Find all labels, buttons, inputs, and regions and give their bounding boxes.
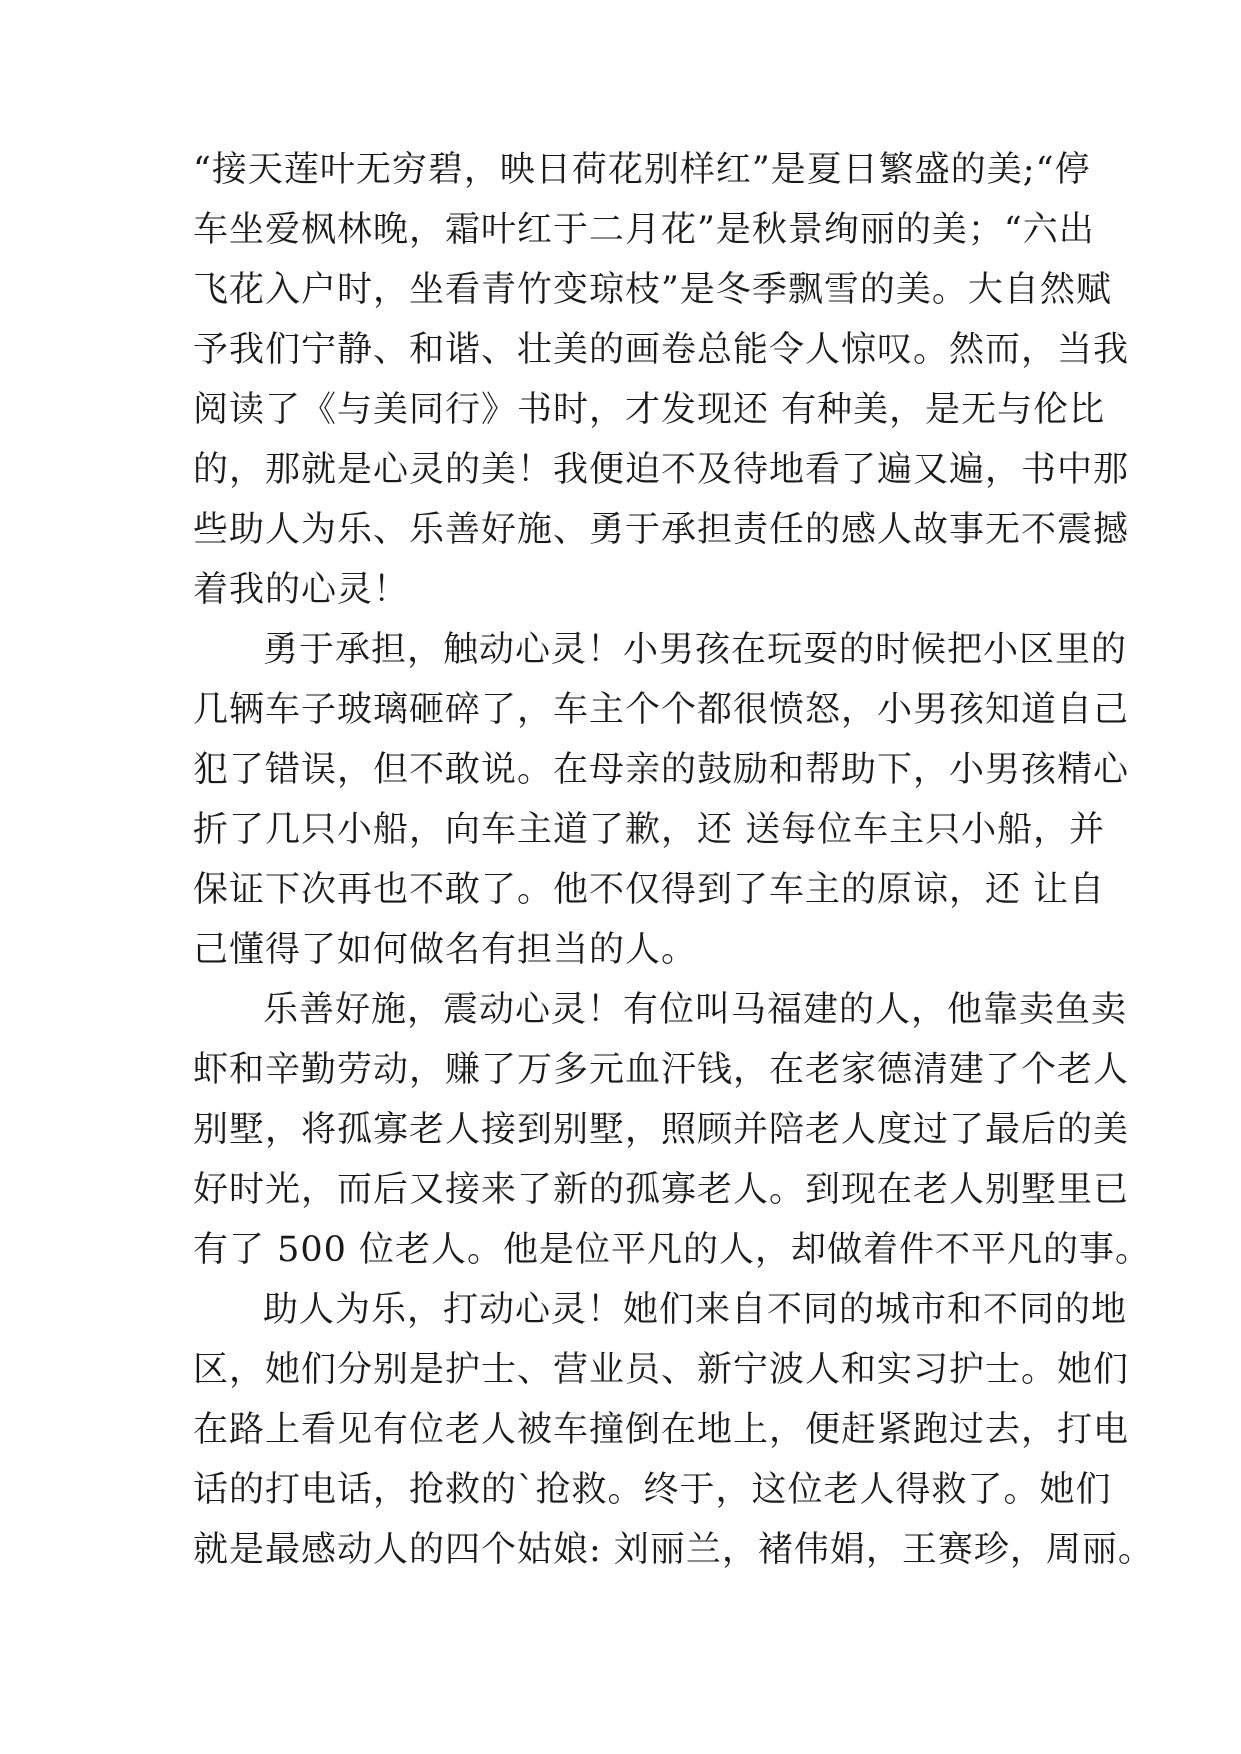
text-line: 虾和辛勤劳动，赚了万多元血汗钱，在老家德清建了个老人 bbox=[193, 1050, 1130, 1090]
paragraph-1 bbox=[193, 140, 1130, 620]
document-page bbox=[193, 140, 1154, 1580]
text-line: 着我的心灵！ bbox=[193, 570, 410, 610]
text-line: 好时光，而后又接来了新的孤寡老人。到现在老人别墅里已 bbox=[193, 1170, 1130, 1210]
text-line: 几辆车子玻璃砸碎了，车主个个都很愤怒，小男孩知道自己 bbox=[193, 690, 1130, 730]
text-line: 的，那就是心灵的美！我便迫不及待地看了遍又遍，书中那 bbox=[193, 450, 1130, 490]
text-line: 有了 500 位老人。他是位平凡的人，却做着件不平凡的事。 bbox=[193, 1230, 1152, 1270]
text-line: 乐善好施，震动心灵！有位叫马福建的人，他靠卖鱼卖 bbox=[263, 990, 1128, 1030]
text-line: 别墅，将孤寡老人接到别墅，照顾并陪老人度过了最后的美 bbox=[193, 1110, 1130, 1150]
paragraph-4 bbox=[193, 1280, 1154, 1580]
text-line: 就是最感动人的四个姑娘: 刘丽兰，褚伟娟，王赛珍，周丽。 bbox=[193, 1530, 1154, 1570]
text-line: 保证下次再也不敢了。他不仅得到了车主的原谅，还 让自 bbox=[193, 870, 1106, 910]
paragraph-3 bbox=[193, 980, 1152, 1280]
text-line: 勇于承担，触动心灵！小男孩在玩耍的时候把小区里的 bbox=[263, 630, 1128, 670]
text-line: 予我们宁静、和谐、壮美的画卷总能令人惊叹。然而，当我 bbox=[193, 330, 1130, 370]
text-line: 区，她们分别是护士、营业员、新宁波人和实习护士。她们 bbox=[193, 1350, 1130, 1390]
text-line: 助人为乐，打动心灵！她们来自不同的城市和不同的地 bbox=[263, 1290, 1128, 1330]
text-line: 犯了错误，但不敢说。在母亲的鼓励和帮助下，小男孩精心 bbox=[193, 750, 1130, 790]
text-line: 话的打电话，抢救的`抢救。终于，这位老人得救了。她们 bbox=[193, 1470, 1112, 1510]
text-line: 己懂得了如何做名有担当的人。 bbox=[193, 930, 698, 970]
text-line: “接天莲叶无穷碧，映日荷花别样红”是夏日繁盛的美;“停 bbox=[193, 150, 1091, 190]
text-line: 阅读了《与美同行》书时，才发现还 有种美，是无与伦比 bbox=[193, 390, 1106, 430]
paragraph-2 bbox=[193, 620, 1130, 980]
text-line: 些助人为乐、乐善好施、勇于承担责任的感人故事无不震撼 bbox=[193, 510, 1130, 550]
text-line: 车坐爱枫林晚，霜叶红于二月花”是秋景绚丽的美；“六出 bbox=[193, 210, 1095, 250]
text-line: 在路上看见有位老人被车撞倒在地上，便赶紧跑过去，打电 bbox=[193, 1410, 1130, 1450]
text-line: 折了几只小船，向车主道了歉，还 送每位车主只小船，并 bbox=[193, 810, 1106, 850]
text-line: 飞花入户时，坐看青竹变琼枝”是冬季飘雪的美。大自然赋 bbox=[193, 270, 1112, 310]
